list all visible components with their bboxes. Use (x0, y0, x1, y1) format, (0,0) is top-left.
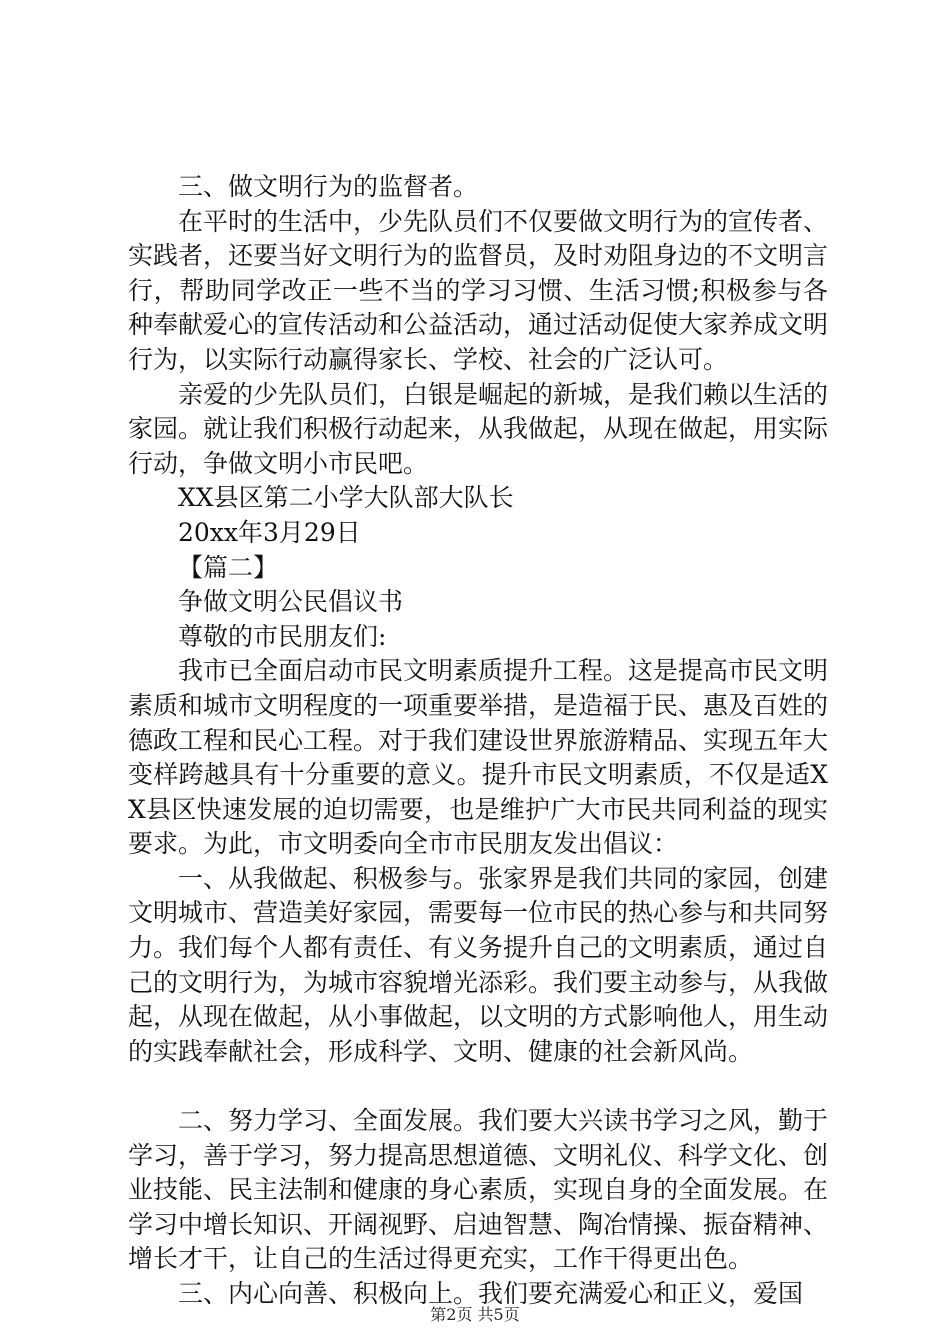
paragraph-gap (128, 1069, 828, 1104)
page-footer: 第2页 共5页 (430, 1305, 520, 1324)
document-body (128, 170, 828, 1312)
paragraph: 在平时的生活中，少先队员们不仅要做文明行为的宣传者、实践者，还要当好文明行为的监督员，及时劝阻身边的不文明言行，帮助同学改正一些不当的学习习惯、生活习惯;积极参与各种奉献爱心的宣传活动和公益活动，通过活动促使大家养成文明行为，以实际行动赢得家长、学校、社会的广泛认可。 (128, 206, 829, 374)
paragraph: 二、努力学习、全面发展。我们要大兴读书学习之风，勤于学习，善于学习，努力提高思想道德、文明礼仪、科学文化、创业技能、民主法制和健康的身心素质，实现自身的全面发展。在学习中增长知识、开阔视野、启迪智慧、陶冶情操、振奋精神、增长才干，让自己的生活过得更充实，工作干得更出色。 (128, 1106, 829, 1274)
paragraph: 一、从我做起、积极参与。张家界是我们共同的家园，创建文明城市、营造美好家园，需要每一位市民的热心参与和共同努力。我们每个人都有责任、有义务提升自己的文明素质，通过自己的文明行为，为城市容貌增光添彩。我们要主动参与，从我做起，从现在做起，从小事做起，以文明的方式影响他人，用生动的实践奉献社会，形成科学、文明、健康的社会新风尚。 (128, 863, 829, 1066)
paragraph: 我市已全面启动市民文明素质提升工程。这是提高市民文明素质和城市文明程度的一项重要举措，是造福于民、惠及百姓的德政工程和民心工程。对于我们建设世界旅游精品、实现五年大变样跨越具有十分重要的意义。提升市民文明素质，不仅是适XX县区快速发展的迫切需要，也是维护广大市民共同利益的现实要求。为此，市文明委向全市市民朋友发出倡议： (128, 656, 829, 859)
paragraph: 亲爱的少先队员们，白银是崛起的新城，是我们赖以生活的家园。就让我们积极行动起来，从我做起，从现在做起，用实际行动，争做文明小市民吧。 (128, 379, 829, 478)
salutation: 尊敬的市民朋友们: (178, 621, 387, 651)
date-line: 20xx年3月29日 (178, 517, 361, 547)
paragraph: 三、内心向善、积极向上。我们要充满爱心和正义，爱国 (178, 1279, 804, 1308)
part-heading: 【篇二】 (178, 552, 279, 582)
document-title: 争做文明公民倡议书 (178, 587, 404, 617)
signature-line: XX县区第二小学大队部大队长 (178, 483, 514, 513)
section-heading: 三、做文明行为的监督者。 (178, 172, 479, 201)
